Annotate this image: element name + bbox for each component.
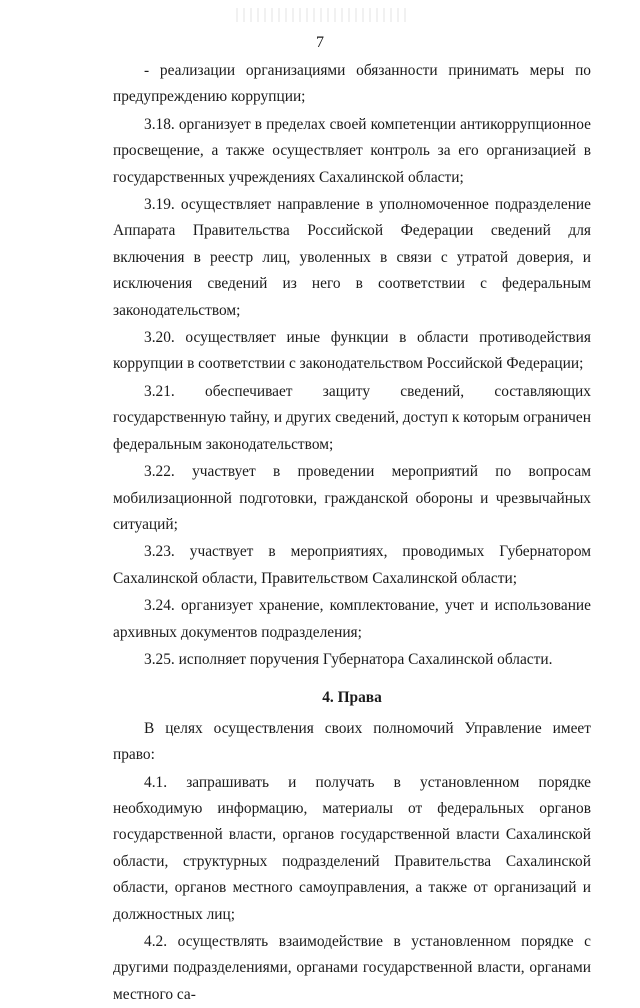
scan-artifact bbox=[236, 8, 406, 22]
paragraph: 3.20. осуществляет иные функции в области противодействия коррупции в соответствии с законодательством Российской Федерации; bbox=[113, 329, 591, 373]
paragraph: 4.2. осуществлять взаимодействие в установленном порядке с другими подразделениями, органами государственной власти, органами местного са- bbox=[113, 933, 591, 1003]
paragraph: 3.24. организует хранение, комплектование, учет и использование архивных документов подразделения; bbox=[113, 597, 591, 641]
paragraph: 3.22. участвует в проведении мероприятий по вопросам мобилизационной подготовки, гражданской обороны и чрезвычайных ситуаций; bbox=[113, 463, 591, 533]
document-body bbox=[113, 58, 591, 1008]
paragraph: 3.23. участвует в мероприятиях, проводимых Губернатором Сахалинской области, Правительством Сахалинской области; bbox=[113, 543, 591, 587]
paragraph: 3.18. организует в пределах своей компетенции антикоррупционное просвещение, а также осуществляет контроль за его организацией в государственных учреждениях Сахалинской области; bbox=[113, 115, 591, 186]
page-number: 7 bbox=[316, 34, 324, 51]
paragraph: 4.1. запрашивать и получать в установленном порядке необходимую информацию, материалы от федеральных органов государственной власти, органов государственной власти Сахалинской области, структурных подразделений Правительства Сахалинской области, органов местного самоуправления, а также от организаций и должностных лиц; bbox=[113, 773, 591, 923]
paragraph: 3.21. обеспечивает защиту сведений, составляющих государственную тайну, и других сведений, доступ к которым ограничен федеральным законодательством; bbox=[113, 382, 591, 453]
paragraph: 3.25. исполняет поручения Губернатора Сахалинской области. bbox=[144, 650, 553, 668]
paragraph: 3.19. осуществляет направление в уполномоченное подразделение Аппарата Правительства Российской Федерации сведений для включения в реестр лиц, уволенных в связи с утратой доверия, и исключения сведений из него в соответствии с федеральным законодательством; bbox=[113, 196, 591, 319]
paragraph: В целях осуществления своих полномочий Управление имеет право: bbox=[113, 719, 591, 764]
paragraph: - реализации организациями обязанности принимать меры по предупреждению коррупции; bbox=[113, 62, 591, 106]
section-heading: 4. Права bbox=[322, 689, 382, 707]
